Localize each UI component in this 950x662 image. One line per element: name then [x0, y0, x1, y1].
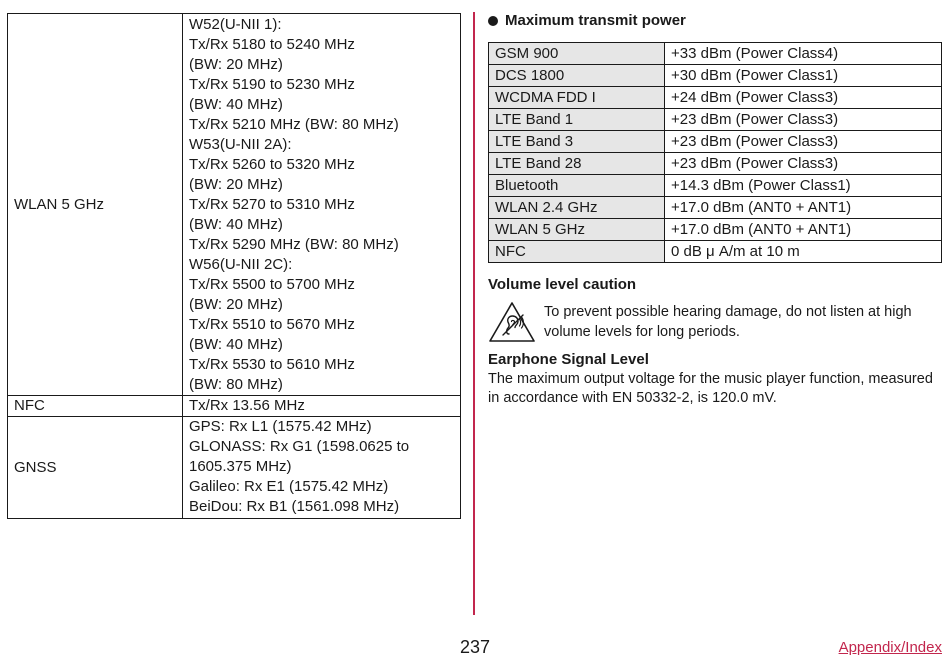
- spec-label: GNSS: [8, 417, 183, 519]
- power-row: [489, 109, 942, 131]
- power-row: [489, 131, 942, 153]
- spec-value-line: (BW: 40 MHz): [189, 96, 283, 113]
- spec-value-line: W56(U-NII 2C):: [189, 256, 293, 273]
- power-band: LTE Band 1: [489, 109, 665, 131]
- spec-value-line: (BW: 40 MHz): [189, 336, 283, 353]
- power-band: GSM 900: [489, 43, 665, 65]
- power-value: +14.3 dBm (Power Class1): [665, 175, 942, 197]
- power-band: WLAN 5 GHz: [489, 219, 665, 241]
- power-row: [489, 197, 942, 219]
- spec-value-line: Tx/Rx 5290 MHz (BW: 80 MHz): [189, 236, 399, 253]
- spec-row: [8, 396, 461, 417]
- power-value: +30 dBm (Power Class1): [665, 65, 942, 87]
- power-band: WCDMA FDD I: [489, 87, 665, 109]
- spec-value-line: GLONASS: Rx G1 (1598.0625 to: [189, 438, 410, 455]
- spec-value-line: W53(U-NII 2A):: [189, 136, 292, 153]
- power-value: 0 dB μ A/m at 10 m: [665, 241, 942, 263]
- spec-value-line: (BW: 20 MHz): [189, 296, 283, 313]
- spec-row: [8, 417, 461, 519]
- power-row: [489, 175, 942, 197]
- power-band: LTE Band 28: [489, 153, 665, 175]
- power-band: DCS 1800: [489, 65, 665, 87]
- spec-label: NFC: [8, 396, 183, 417]
- spec-value-line: Tx/Rx 5530 to 5610 MHz: [189, 356, 355, 373]
- spec-value-line: Tx/Rx 13.56 MHz: [189, 397, 305, 414]
- hearing-warning-icon: [488, 301, 536, 343]
- spec-value-line: Tx/Rx 5180 to 5240 MHz: [189, 36, 355, 53]
- spec-value-line: (BW: 20 MHz): [189, 56, 283, 73]
- spec-value-line: (BW: 40 MHz): [189, 216, 283, 233]
- spec-value-line: Tx/Rx 5260 to 5320 MHz: [189, 156, 355, 173]
- spec-value: [183, 14, 461, 396]
- volume-caution-text: To prevent possible hearing damage, do not listen at high volume levels for long periods.: [544, 304, 912, 340]
- spec-value-line: Tx/Rx 5500 to 5700 MHz: [189, 276, 355, 293]
- power-value: +23 dBm (Power Class3): [665, 153, 942, 175]
- power-band: WLAN 2.4 GHz: [489, 197, 665, 219]
- power-heading-text: Maximum transmit power: [505, 12, 686, 29]
- spec-value-line: 1605.375 MHz): [189, 458, 292, 475]
- spec-row: [8, 14, 461, 396]
- page-number: 237: [459, 637, 491, 657]
- power-value: +17.0 dBm (ANT0 + ANT1): [665, 197, 942, 219]
- spec-value-line: W52(U-NII 1):: [189, 16, 282, 33]
- spec-value-line: Galileo: Rx E1 (1575.42 MHz): [189, 478, 389, 495]
- volume-heading: Volume level caution: [488, 276, 637, 293]
- column-divider: [473, 12, 475, 615]
- earphone-heading: Earphone Signal Level: [488, 351, 649, 368]
- spec-value-line: Tx/Rx 5510 to 5670 MHz: [189, 316, 355, 333]
- power-table: [488, 42, 942, 263]
- power-band: NFC: [489, 241, 665, 263]
- spec-value-line: (BW: 20 MHz): [189, 176, 283, 193]
- power-band: LTE Band 3: [489, 131, 665, 153]
- power-value: +24 dBm (Power Class3): [665, 87, 942, 109]
- power-band: Bluetooth: [489, 175, 665, 197]
- spec-value-line: (BW: 80 MHz): [189, 376, 283, 393]
- spec-value: [183, 417, 461, 519]
- power-row: [489, 241, 942, 263]
- power-row: [489, 87, 942, 109]
- spec-label: WLAN 5 GHz: [8, 14, 183, 396]
- frequency-table: [7, 13, 461, 519]
- bullet-icon: [488, 16, 498, 26]
- power-row: [489, 219, 942, 241]
- power-value: +23 dBm (Power Class3): [665, 109, 942, 131]
- appendix-index-link[interactable]: Appendix/Index: [838, 639, 942, 656]
- power-value: +23 dBm (Power Class3): [665, 131, 942, 153]
- spec-value-line: Tx/Rx 5210 MHz (BW: 80 MHz): [189, 116, 399, 133]
- spec-value-line: BeiDou: Rx B1 (1561.098 MHz): [189, 498, 400, 515]
- power-heading: [488, 11, 686, 31]
- power-value: +17.0 dBm (ANT0 + ANT1): [665, 219, 942, 241]
- power-row: [489, 65, 942, 87]
- power-value: +33 dBm (Power Class4): [665, 43, 942, 65]
- spec-value: [183, 396, 461, 417]
- power-row: [489, 43, 942, 65]
- earphone-text: The maximum output voltage for the music player function, measured in accordance with EN 50332-2, is 120.0 mV.: [488, 371, 933, 406]
- spec-value-line: Tx/Rx 5190 to 5230 MHz: [189, 76, 355, 93]
- spec-value-line: Tx/Rx 5270 to 5310 MHz: [189, 196, 355, 213]
- spec-value-line: GPS: Rx L1 (1575.42 MHz): [189, 418, 372, 435]
- power-row: [489, 153, 942, 175]
